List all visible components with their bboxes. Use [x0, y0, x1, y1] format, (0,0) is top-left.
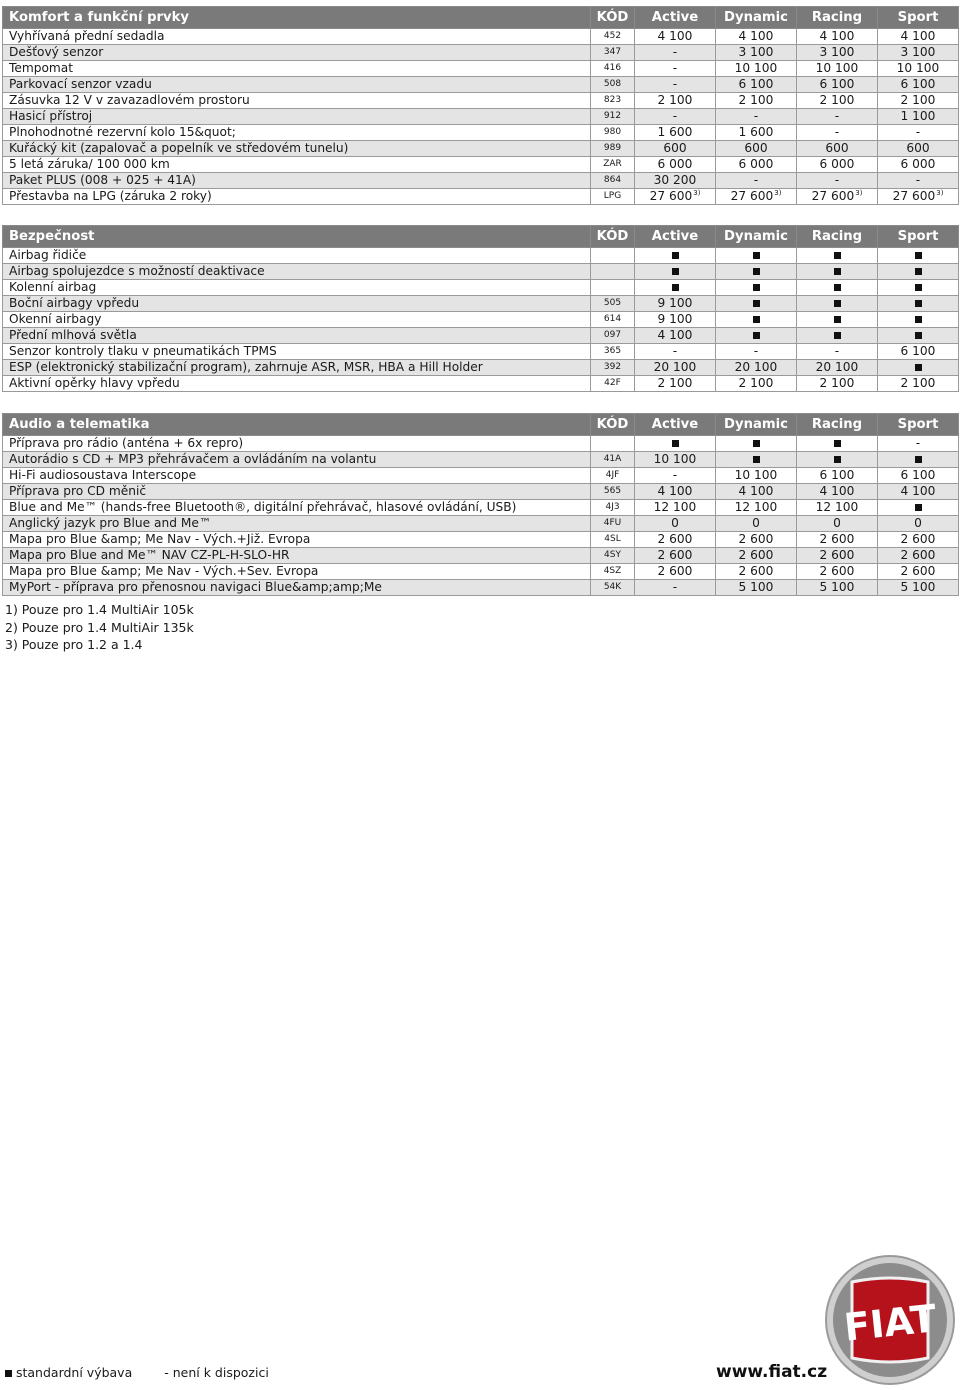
item-code: 4FU [591, 516, 635, 532]
table-row [3, 45, 959, 61]
price-active: 2 600 [635, 548, 716, 564]
price-sport: - [878, 125, 959, 141]
price-dynamic: 20 100 [716, 360, 797, 376]
item-name: Přední mlhová světla [3, 328, 591, 344]
table-row [3, 296, 959, 312]
price-active: 0 [635, 516, 716, 532]
item-code: 347 [591, 45, 635, 61]
price-racing [797, 280, 878, 296]
item-name: Okenní airbagy [3, 312, 591, 328]
svg-text:FIAT: FIAT [842, 1296, 939, 1350]
price-active [635, 436, 716, 452]
price-dynamic: 4 100 [716, 29, 797, 45]
price-racing: 12 100 [797, 500, 878, 516]
price-racing: 2 100 [797, 93, 878, 109]
item-name: Plnohodnotné rezervní kolo 15&quot; [3, 125, 591, 141]
standard-bullet-icon [915, 316, 922, 323]
price-dynamic: 2 600 [716, 564, 797, 580]
website-link[interactable]: www.fiat.cz [716, 1362, 828, 1382]
item-code: 41A [591, 452, 635, 468]
price-racing: 4 100 [797, 29, 878, 45]
item-code: 097 [591, 328, 635, 344]
price-racing [797, 296, 878, 312]
price-racing [797, 452, 878, 468]
item-code: 614 [591, 312, 635, 328]
standard-bullet-icon [753, 456, 760, 463]
standard-bullet-icon [753, 332, 760, 339]
price-dynamic: 2 100 [716, 93, 797, 109]
price-racing: 27 600$^{3)}$ [797, 189, 878, 205]
item-name: MyPort - příprava pro přenosnou navigaci Blue&amp;amp;Me [3, 580, 591, 596]
price-active: 2 600 [635, 564, 716, 580]
standard-bullet-icon [915, 252, 922, 259]
price-racing: - [797, 173, 878, 189]
price-racing: 10 100 [797, 61, 878, 77]
col-kod: KÓD [591, 226, 635, 248]
item-code: 42F [591, 376, 635, 392]
table-bezpecnost [2, 225, 959, 392]
price-dynamic [716, 436, 797, 452]
price-sport: 6 100 [878, 77, 959, 93]
price-sport: 1 100 [878, 109, 959, 125]
price-sport [878, 452, 959, 468]
legend-standard [5, 1365, 136, 1380]
price-racing: 6 000 [797, 157, 878, 173]
table-row [3, 360, 959, 376]
table-row [3, 189, 959, 205]
price-sport: - [878, 173, 959, 189]
item-code: 823 [591, 93, 635, 109]
item-name: Hi-Fi audiosoustava Interscope [3, 468, 591, 484]
price-active: 9 100 [635, 296, 716, 312]
table-row [3, 61, 959, 77]
table-row [3, 109, 959, 125]
item-code: 4J3 [591, 500, 635, 516]
standard-bullet-icon [915, 456, 922, 463]
price-sport: 4 100 [878, 484, 959, 500]
price-racing: - [797, 344, 878, 360]
standard-bullet-icon [672, 252, 679, 259]
col-sport: Sport [878, 226, 959, 248]
footnotes [5, 601, 194, 654]
item-name: Kuřácký kit (zapalovač a popelník ve středovém tunelu) [3, 141, 591, 157]
price-racing: 5 100 [797, 580, 878, 596]
price-dynamic: 6 000 [716, 157, 797, 173]
price-sport: 2 600 [878, 532, 959, 548]
price-racing: 3 100 [797, 45, 878, 61]
section-bezpecnost [2, 225, 959, 392]
price-active: 27 600$^{3)}$ [635, 189, 716, 205]
price-sport: 2 100 [878, 93, 959, 109]
price-sport: 2 600 [878, 564, 959, 580]
price-racing: 2 600 [797, 532, 878, 548]
item-code: 416 [591, 61, 635, 77]
table-row [3, 77, 959, 93]
price-dynamic: 4 100 [716, 484, 797, 500]
item-code [591, 436, 635, 452]
item-name: Dešťový senzor [3, 45, 591, 61]
price-racing [797, 328, 878, 344]
price-dynamic: - [716, 109, 797, 125]
price-racing: - [797, 125, 878, 141]
col-racing: Racing [797, 226, 878, 248]
price-sport: 6 000 [878, 157, 959, 173]
standard-bullet-icon [753, 268, 760, 275]
price-dynamic: 2 600 [716, 532, 797, 548]
footnote-ref: 3) [936, 188, 944, 197]
price-racing [797, 248, 878, 264]
price-sport: 0 [878, 516, 959, 532]
price-active: 4 100 [635, 29, 716, 45]
price-sport: 2 100 [878, 376, 959, 392]
item-code: 989 [591, 141, 635, 157]
item-name: Mapa pro Blue and Me™ NAV CZ-PL-H-SLO-HR [3, 548, 591, 564]
price-active: 20 100 [635, 360, 716, 376]
item-name: Anglický jazyk pro Blue and Me™ [3, 516, 591, 532]
item-name: 5 letá záruka/ 100 000 km [3, 157, 591, 173]
table-row [3, 452, 959, 468]
price-racing: 20 100 [797, 360, 878, 376]
standard-bullet-icon [672, 440, 679, 447]
item-name: Aktivní opěrky hlavy vpředu [3, 376, 591, 392]
table-row [3, 436, 959, 452]
item-code: 565 [591, 484, 635, 500]
table-row [3, 484, 959, 500]
price-active: 1 600 [635, 125, 716, 141]
table-row [3, 312, 959, 328]
price-active: - [635, 109, 716, 125]
price-sport: 3 100 [878, 45, 959, 61]
price-dynamic: 2 100 [716, 376, 797, 392]
table-komfort [2, 6, 959, 205]
section-title: Audio a telematika [3, 414, 591, 436]
price-active: 6 000 [635, 157, 716, 173]
price-dynamic [716, 296, 797, 312]
item-name: Paket PLUS (008 + 025 + 41A) [3, 173, 591, 189]
table-row [3, 248, 959, 264]
price-dynamic [716, 280, 797, 296]
item-code: 864 [591, 173, 635, 189]
item-code: 508 [591, 77, 635, 93]
item-name: Senzor kontroly tlaku v pneumatikách TPMS [3, 344, 591, 360]
price-active: 9 100 [635, 312, 716, 328]
standard-bullet-icon [753, 316, 760, 323]
table-row [3, 125, 959, 141]
col-kod: KÓD [591, 414, 635, 436]
item-code [591, 264, 635, 280]
price-active [635, 264, 716, 280]
price-sport [878, 360, 959, 376]
footnote: 2) Pouze pro 1.4 MultiAir 135k [5, 619, 194, 635]
section-komfort [2, 6, 959, 205]
table-row [3, 344, 959, 360]
price-sport: 6 100 [878, 344, 959, 360]
footnote: 1) Pouze pro 1.4 MultiAir 105k [5, 602, 194, 617]
standard-bullet-icon [753, 300, 760, 307]
standard-bullet-icon [834, 332, 841, 339]
price-racing: 2 100 [797, 376, 878, 392]
item-code: 4JF [591, 468, 635, 484]
item-name: Hasicí přístroj [3, 109, 591, 125]
price-dynamic: 600 [716, 141, 797, 157]
table-row [3, 328, 959, 344]
price-dynamic: - [716, 173, 797, 189]
price-sport [878, 248, 959, 264]
price-dynamic: 6 100 [716, 77, 797, 93]
table-header [3, 226, 959, 248]
price-active: - [635, 61, 716, 77]
price-active: - [635, 468, 716, 484]
section-audio [2, 413, 959, 596]
price-racing: 0 [797, 516, 878, 532]
col-active: Active [635, 226, 716, 248]
price-racing: - [797, 109, 878, 125]
table-row [3, 580, 959, 596]
item-name: Kolenní airbag [3, 280, 591, 296]
price-dynamic: 3 100 [716, 45, 797, 61]
price-sport: 27 600$^{3)}$ [878, 189, 959, 205]
legend [5, 1365, 297, 1380]
item-code: 4SY [591, 548, 635, 564]
table-header [3, 414, 959, 436]
col-dynamic: Dynamic [716, 414, 797, 436]
price-dynamic [716, 452, 797, 468]
price-racing [797, 264, 878, 280]
table-row [3, 264, 959, 280]
table-row [3, 500, 959, 516]
price-dynamic [716, 248, 797, 264]
price-active: - [635, 45, 716, 61]
item-name: Zásuvka 12 V v zavazadlovém prostoru [3, 93, 591, 109]
standard-bullet-icon [834, 252, 841, 259]
table-row [3, 280, 959, 296]
table-row [3, 141, 959, 157]
item-code: 365 [591, 344, 635, 360]
price-active: - [635, 77, 716, 93]
price-active: 12 100 [635, 500, 716, 516]
col-racing: Racing [797, 7, 878, 29]
item-name: Přestavba na LPG (záruka 2 roky) [3, 189, 591, 205]
col-sport: Sport [878, 7, 959, 29]
item-code: 980 [591, 125, 635, 141]
col-active: Active [635, 7, 716, 29]
price-racing: 2 600 [797, 548, 878, 564]
price-racing: 2 600 [797, 564, 878, 580]
price-active: 4 100 [635, 484, 716, 500]
price-dynamic: 12 100 [716, 500, 797, 516]
standard-bullet-icon [753, 440, 760, 447]
standard-bullet-icon [753, 252, 760, 259]
price-sport: 5 100 [878, 580, 959, 596]
table-row [3, 93, 959, 109]
col-dynamic: Dynamic [716, 226, 797, 248]
price-sport: 10 100 [878, 61, 959, 77]
fiat-logo [824, 1254, 956, 1386]
standard-bullet-icon [753, 284, 760, 291]
table-row [3, 376, 959, 392]
price-dynamic: 10 100 [716, 61, 797, 77]
table-row [3, 468, 959, 484]
item-code: 392 [591, 360, 635, 376]
table-row [3, 516, 959, 532]
price-active [635, 280, 716, 296]
standard-bullet-icon [5, 1370, 12, 1377]
price-racing: 600 [797, 141, 878, 157]
item-name: Autorádio s CD + MP3 přehrávačem a ovládáním na volantu [3, 452, 591, 468]
price-sport [878, 328, 959, 344]
price-racing: 4 100 [797, 484, 878, 500]
item-code: LPG [591, 189, 635, 205]
item-name: Příprava pro rádio (anténa + 6x repro) [3, 436, 591, 452]
item-name: Mapa pro Blue &amp; Me Nav - Vých.+Již. Evropa [3, 532, 591, 548]
standard-bullet-icon [834, 456, 841, 463]
section-title: Bezpečnost [3, 226, 591, 248]
standard-bullet-icon [915, 504, 922, 511]
price-sport [878, 296, 959, 312]
table-row [3, 532, 959, 548]
item-code [591, 280, 635, 296]
item-code: 912 [591, 109, 635, 125]
price-sport: 4 100 [878, 29, 959, 45]
col-racing: Racing [797, 414, 878, 436]
price-racing [797, 312, 878, 328]
table-row [3, 157, 959, 173]
item-code: 452 [591, 29, 635, 45]
item-code: 4SL [591, 532, 635, 548]
price-sport: 600 [878, 141, 959, 157]
price-dynamic [716, 312, 797, 328]
standard-bullet-icon [915, 268, 922, 275]
price-dynamic: 0 [716, 516, 797, 532]
price-active: 600 [635, 141, 716, 157]
item-name: Parkovací senzor vzadu [3, 77, 591, 93]
item-name: Tempomat [3, 61, 591, 77]
standard-bullet-icon [915, 332, 922, 339]
item-name: Boční airbagy vpředu [3, 296, 591, 312]
table-row [3, 29, 959, 45]
price-racing: 6 100 [797, 77, 878, 93]
item-name: Airbag řidiče [3, 248, 591, 264]
col-sport: Sport [878, 414, 959, 436]
price-sport: - [878, 436, 959, 452]
price-active: 2 100 [635, 376, 716, 392]
legend-standard-label: standardní výbava [15, 1365, 133, 1380]
fiat-logo-icon [824, 1254, 956, 1386]
table-row [3, 548, 959, 564]
item-code: 4SZ [591, 564, 635, 580]
section-title: Komfort a funkční prvky [3, 7, 591, 29]
standard-bullet-icon [915, 364, 922, 371]
standard-bullet-icon [915, 284, 922, 291]
item-name: ESP (elektronický stabilizační program), zahrnuje ASR, MSR, HBA a Hill Holder [3, 360, 591, 376]
col-active: Active [635, 414, 716, 436]
price-sport [878, 264, 959, 280]
item-code: ZAR [591, 157, 635, 173]
price-sport [878, 280, 959, 296]
table-row [3, 564, 959, 580]
footnote-ref: 3) [693, 188, 701, 197]
standard-bullet-icon [834, 300, 841, 307]
price-active: - [635, 344, 716, 360]
price-active: 30 200 [635, 173, 716, 189]
footnote-ref: 3) [774, 188, 782, 197]
price-active: 4 100 [635, 328, 716, 344]
price-dynamic: 27 600$^{3)}$ [716, 189, 797, 205]
price-dynamic [716, 264, 797, 280]
price-racing: 6 100 [797, 468, 878, 484]
price-active: 2 100 [635, 93, 716, 109]
price-dynamic: 5 100 [716, 580, 797, 596]
price-dynamic: - [716, 344, 797, 360]
price-active [635, 248, 716, 264]
item-name: Vyhřívaná přední sedadla [3, 29, 591, 45]
standard-bullet-icon [834, 316, 841, 323]
price-dynamic [716, 328, 797, 344]
standard-bullet-icon [834, 284, 841, 291]
item-name: Mapa pro Blue &amp; Me Nav - Vých.+Sev. Evropa [3, 564, 591, 580]
standard-bullet-icon [834, 440, 841, 447]
item-code [591, 248, 635, 264]
item-code: 505 [591, 296, 635, 312]
standard-bullet-icon [672, 268, 679, 275]
footnote-ref: 3) [855, 188, 863, 197]
price-sport: 2 600 [878, 548, 959, 564]
price-dynamic: 10 100 [716, 468, 797, 484]
col-kod: KÓD [591, 7, 635, 29]
item-name: Příprava pro CD měnič [3, 484, 591, 500]
table-row [3, 173, 959, 189]
item-code: 54K [591, 580, 635, 596]
table-audio [2, 413, 959, 596]
price-sport: 6 100 [878, 468, 959, 484]
price-sport [878, 500, 959, 516]
legend-not-available: - není k dispozici [164, 1365, 269, 1380]
price-dynamic: 1 600 [716, 125, 797, 141]
item-name: Airbag spolujezdce s možností deaktivace [3, 264, 591, 280]
standard-bullet-icon [834, 268, 841, 275]
col-dynamic: Dynamic [716, 7, 797, 29]
price-racing [797, 436, 878, 452]
price-active: - [635, 580, 716, 596]
price-active: 10 100 [635, 452, 716, 468]
price-active: 2 600 [635, 532, 716, 548]
item-name: Blue and Me™ (hands-free Bluetooth®, digitální přehrávač, hlasové ovládání, USB) [3, 500, 591, 516]
price-dynamic: 2 600 [716, 548, 797, 564]
table-header [3, 7, 959, 29]
standard-bullet-icon [672, 284, 679, 291]
price-sport [878, 312, 959, 328]
footnote: 3) Pouze pro 1.2 a 1.4 [5, 637, 143, 652]
standard-bullet-icon [915, 300, 922, 307]
